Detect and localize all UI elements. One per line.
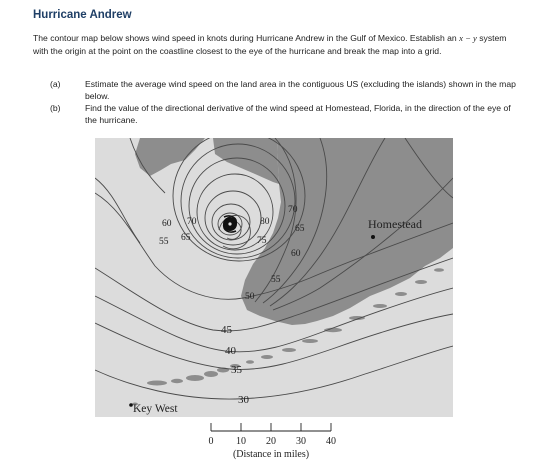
contour-label: 45 bbox=[221, 324, 232, 336]
question-a-text: Estimate the average wind speed on the land area in the contiguous US (excluding the islands) shown in the map below. bbox=[85, 79, 516, 101]
scale-tick-label: 0 bbox=[208, 436, 214, 447]
scale-bar-line bbox=[211, 423, 331, 431]
homestead-marker-icon bbox=[371, 235, 375, 239]
contour-label: 80 bbox=[260, 217, 270, 227]
contour-label: 55 bbox=[159, 237, 169, 247]
document-title: Hurricane Andrew bbox=[33, 9, 132, 21]
intro-math: x − y bbox=[459, 33, 477, 43]
scale-tick-label: 10 bbox=[236, 436, 246, 447]
scale-tick-label: 40 bbox=[326, 436, 336, 447]
contour-label: 35 bbox=[231, 364, 242, 376]
contour-label: 55 bbox=[271, 275, 281, 285]
contour-label: 70 bbox=[288, 205, 298, 215]
question-a-label: (a) bbox=[50, 79, 61, 89]
place-label-homestead: Homestead bbox=[368, 217, 422, 231]
contour-label: 40 bbox=[225, 345, 236, 357]
contour-label: 60 bbox=[291, 249, 301, 259]
contour-label: 75 bbox=[257, 236, 267, 246]
scale-tick-label: 30 bbox=[296, 436, 306, 447]
intro-paragraph bbox=[33, 32, 517, 57]
scale-bar bbox=[205, 418, 345, 466]
contour-label: 70 bbox=[187, 217, 197, 227]
question-b-text: Find the value of the directional derivative of the wind speed at Homestead, Florida, in the direction of the eye of the hurricane. bbox=[85, 103, 511, 125]
scale-caption: (Distance in miles) bbox=[232, 449, 310, 460]
question-b-label: (b) bbox=[50, 103, 61, 113]
contour-map bbox=[95, 138, 453, 417]
contour-label: 60 bbox=[162, 219, 172, 229]
scale-tick-label: 20 bbox=[266, 436, 276, 447]
contour-label: 65 bbox=[295, 224, 305, 234]
intro-text-part2: system with the origin at the point on the coastline closest to the eye of the hurricane and break the map into a grid. bbox=[33, 33, 507, 56]
intro-text-part1: The contour map below shows wind speed in knots during Hurricane Andrew in the Gulf of Mexico. Establish an bbox=[33, 33, 457, 43]
contour-label: 50 bbox=[245, 292, 255, 302]
contour-label: 65 bbox=[181, 233, 191, 243]
place-label-key-west: Key West bbox=[133, 403, 178, 415]
contour-label: 30 bbox=[238, 394, 249, 406]
